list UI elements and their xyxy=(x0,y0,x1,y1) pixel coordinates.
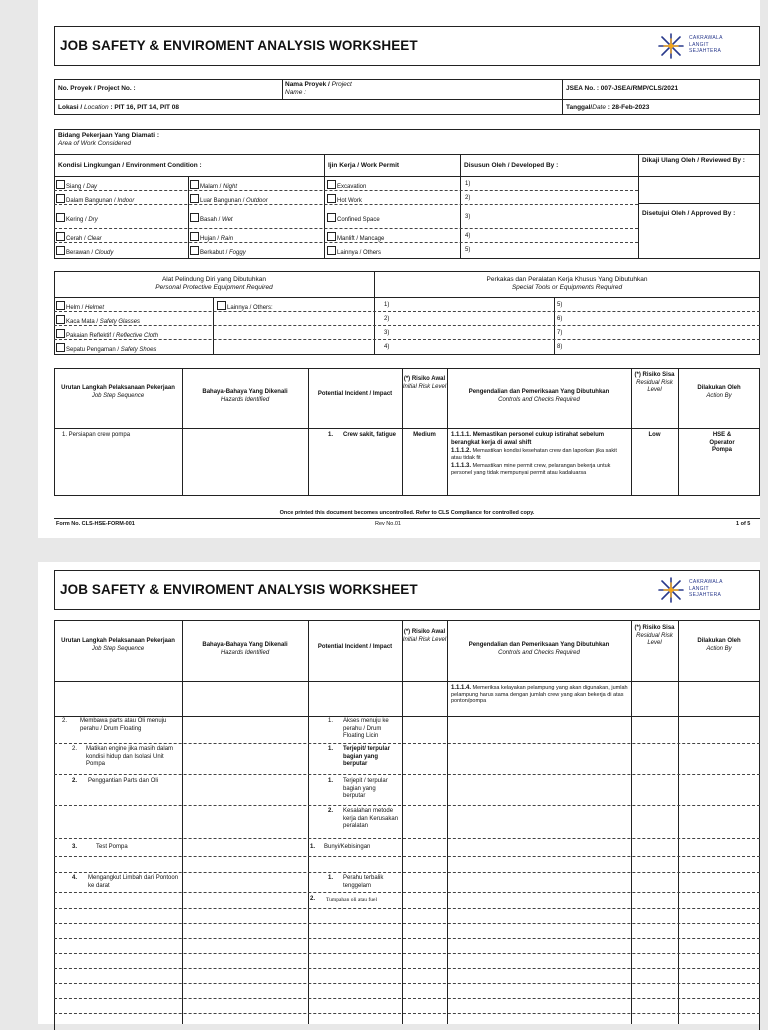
header-residual-en: Residual Risk Level xyxy=(636,632,673,646)
permit-others-checkbox[interactable] xyxy=(327,246,381,257)
form-number: Form No. CLS-HSE-FORM-001 xyxy=(56,521,135,527)
header-hazard-en: Hazards Identified xyxy=(220,649,270,656)
env-clear-label-en: Clear xyxy=(87,236,102,242)
header-controls-id: Pengendalian dan Pemeriksaan Yang Dibutuhkan xyxy=(468,642,610,648)
permit-others-label: Lainnya / Others xyxy=(337,250,382,256)
header-hazard xyxy=(182,389,308,404)
reviewed-by-label: Dikaji Ulang Oleh / Reviewed By : xyxy=(642,157,745,164)
step-2c: Penggantian Parts dan Oli xyxy=(88,778,159,784)
env-indoor-label: Dalam Bangunan / xyxy=(66,198,118,204)
tool-5: 5) xyxy=(557,302,563,308)
document-title-p2: JOB SAFETY & ENVIROMENT ANALYSIS WORKSHEET xyxy=(60,582,418,597)
env-dry-label: Kering / xyxy=(66,217,89,223)
control-1114 xyxy=(451,685,629,705)
incident-2c-1-num: 1. xyxy=(328,778,334,784)
incident-4-1: Perahu terbalik tenggelam xyxy=(343,875,384,889)
header-incident-p2: Potential Incident / Impact xyxy=(317,644,393,650)
env-day-label: Siang / xyxy=(66,184,87,190)
env-foggy-checkbox[interactable] xyxy=(190,246,246,257)
tool-4: 4) xyxy=(384,344,390,350)
ppe-reflective-label: Pakaian Reflektif / xyxy=(66,333,117,339)
header-controls xyxy=(447,389,631,404)
company-logo-icon xyxy=(655,574,687,606)
header-residual-id: (*) Risiko Sisa xyxy=(634,372,675,378)
env-wet-label-en: Wet xyxy=(222,217,233,223)
location xyxy=(58,104,179,112)
action-by-1: HSE & Operator Pompa xyxy=(709,432,735,453)
ppe-reflective-checkbox[interactable] xyxy=(56,329,158,340)
incident-3-num: 1. xyxy=(310,844,316,850)
ppe-helmet-label: Helm / xyxy=(66,305,86,311)
header-controls-en: Controls and Checks Required xyxy=(498,396,580,403)
control-1113-text: Memastikan mine permit crew, pelarangan bekerja untuk personel yang tidak mempunyai permit atau kadaluarsa xyxy=(451,463,611,476)
incident-2c-1: Terjepit / terpular bagian yang berputar xyxy=(343,778,388,799)
project-name-label-id: Nama Proyek / xyxy=(285,81,332,88)
tool-3: 3) xyxy=(384,330,390,336)
location-label-en: Location xyxy=(84,104,109,111)
step-4: Mengangkut Limbah dari Pontoon ke darat xyxy=(88,875,179,889)
step-3: Test Pompa xyxy=(96,844,128,850)
logo-text-p2 xyxy=(689,579,723,599)
env-day-label-en: Day xyxy=(86,184,98,190)
header-controls-p2 xyxy=(447,642,631,657)
tool-7: 7) xyxy=(557,330,563,336)
tools-header-en: Special Tools or Equipments Required xyxy=(511,284,623,291)
developer-2: 2) xyxy=(465,195,471,201)
tool-1: 1) xyxy=(384,302,390,308)
company-logo-p2 xyxy=(655,574,755,608)
header-initial-risk-id: (*) Risiko Awal xyxy=(403,376,446,382)
tool-2: 2) xyxy=(384,316,390,322)
document-title: JOB SAFETY & ENVIROMENT ANALYSIS WORKSHEET xyxy=(60,38,418,53)
control-1112 xyxy=(451,448,629,461)
residual-risk-1: Low xyxy=(648,432,661,438)
env-clear-label: Cerah / xyxy=(66,236,88,242)
incident-2c-2-num: 2. xyxy=(328,808,334,814)
permit-excavation-label: Excavation xyxy=(337,184,367,190)
permit-confined-space-label: Confined Space xyxy=(337,217,380,223)
env-foggy-label: Berkabut / xyxy=(200,250,230,256)
developer-3: 3) xyxy=(465,214,471,220)
permit-manlift-checkbox[interactable] xyxy=(327,232,384,243)
step-2c-num: 2. xyxy=(72,778,78,784)
control-1113 xyxy=(451,463,629,476)
tools-header-id: Perkakas dan Peralatan Kerja Khusus Yang Dibutuhkan xyxy=(486,276,648,283)
header-step-id: Urutan Langkah Pelaksanaan Pekerjaan xyxy=(61,638,175,644)
header-hazard-id: Bahaya-Bahaya Yang Dikenali xyxy=(202,642,288,648)
date-label: Tanggal/ xyxy=(566,104,593,111)
work-area-label: Bidang Pekerjaan Yang Diamati : xyxy=(58,132,160,139)
step-2b-num: 2. xyxy=(72,746,78,752)
env-indoor-checkbox[interactable] xyxy=(56,194,134,205)
incident-2b-num: 1. xyxy=(328,746,334,752)
env-day-checkbox[interactable] xyxy=(56,180,97,191)
header-action-en: Action By xyxy=(706,645,732,652)
control-1111-text: Memastikan personel cukup istirahat sebelum berangkat kerja di awal shift xyxy=(451,432,605,446)
tool-8: 8) xyxy=(557,344,563,350)
project-name-label-en: Project xyxy=(331,81,352,88)
header-step-en: Job Step Sequence xyxy=(91,392,145,399)
env-night-label: Malam / xyxy=(200,184,224,190)
header-residual-en: Residual Risk Level xyxy=(636,379,673,393)
header-initial-risk-en: Initial Risk Level xyxy=(402,636,447,643)
incident-1: Crew sakit, fatigue xyxy=(343,432,397,438)
location-label: Lokasi / xyxy=(58,104,85,111)
page-number: 1 of 5 xyxy=(736,521,751,527)
step-1: 1. Persiapan crew pompa xyxy=(62,432,131,438)
initial-risk-1: Medium xyxy=(413,432,436,438)
env-condition-label: Kondisi Lingkungan / Environment Condition : xyxy=(58,162,202,169)
header-incident: Potential Incident / Impact xyxy=(317,391,393,397)
logo-line-2: LANGIT xyxy=(689,41,709,48)
header-initial-risk xyxy=(402,376,447,391)
ppe-shoes-label: Sepatu Pengaman / xyxy=(66,347,121,353)
incident-2-1-num: 1. xyxy=(328,718,334,724)
uncontrolled-notice: Once printed this document becomes uncontrolled. Refer to CLS Compliance for controlled copy. xyxy=(279,510,535,516)
logo-line-1: CAKRAWALA xyxy=(689,579,723,585)
ppe-helmet-checkbox[interactable] xyxy=(56,301,104,312)
header-controls-id: Pengendalian dan Pemeriksaan Yang Dibutuhkan xyxy=(468,389,610,395)
env-indoor-label-en: Indoor xyxy=(117,198,135,204)
project-name-label-2: Name : xyxy=(285,89,306,96)
permit-hot-work-checkbox[interactable] xyxy=(327,194,362,205)
header-residual-id: (*) Risiko Sisa xyxy=(634,625,675,631)
permit-manlift-label: Manlift / Mancage xyxy=(337,236,385,242)
ppe-others-checkbox[interactable] xyxy=(217,301,273,312)
developed-by-label: Disusun Oleh / Developed By : xyxy=(464,162,559,169)
header-initial-risk-id: (*) Risiko Awal xyxy=(403,629,446,635)
control-1111-num: 1.1.1.1. xyxy=(451,432,472,438)
header-action-p2 xyxy=(678,638,760,653)
env-cloudy-label: Berawan / xyxy=(66,250,95,256)
env-foggy-label-en: Foggy xyxy=(229,250,246,256)
env-outdoor-label: Luar Bangunan / xyxy=(200,198,247,204)
incident-2-1: Akses menuju ke perahu / Drum Floating Licin xyxy=(343,718,389,739)
header-initial-risk-en: Initial Risk Level xyxy=(402,383,447,390)
logo-line-3: SEJAHTERA xyxy=(689,48,722,54)
env-dry-label-en: Dry xyxy=(88,217,98,223)
header-controls-en: Controls and Checks Required xyxy=(498,649,580,656)
project-name-label xyxy=(285,81,352,97)
header-action-id: Dilakukan Oleh xyxy=(697,385,741,391)
env-cloudy-label-en: Cloudy xyxy=(94,250,114,256)
env-clear-checkbox[interactable] xyxy=(56,232,102,243)
step-4-num: 4. xyxy=(72,875,78,881)
company-logo xyxy=(655,30,755,64)
header-hazard-p2 xyxy=(182,642,308,657)
logo-line-2: LANGIT xyxy=(689,585,709,592)
ppe-reflective-label-en: Reflective Cloth xyxy=(116,333,159,339)
header-initial-risk-p2 xyxy=(402,629,447,644)
approved-by-label: Disetujui Oleh / Approved By : xyxy=(642,210,736,217)
location-value: : PIT 16, PIT 14, PIT 08 xyxy=(108,104,180,111)
work-area xyxy=(58,132,159,148)
company-logo-icon xyxy=(655,30,687,62)
date-value: : 28-Feb-2023 xyxy=(605,104,650,111)
incident-2c-2: Kesalahan metode kerja dan Kerusakan peralatan xyxy=(343,808,399,829)
control-1112-num: 1.1.1.2. xyxy=(451,448,472,454)
env-night-checkbox[interactable] xyxy=(190,180,237,191)
env-rain-checkbox[interactable] xyxy=(190,232,233,243)
incident-4-2-num: 2. xyxy=(310,896,316,902)
step-2-num: 2. xyxy=(62,718,68,724)
work-area-label-en: Area of Work Considered xyxy=(58,140,131,147)
date xyxy=(566,104,649,112)
ppe-header xyxy=(54,276,374,292)
revision-number: Rev No.01 xyxy=(375,521,401,527)
tool-6: 6) xyxy=(557,316,563,322)
env-outdoor-checkbox[interactable] xyxy=(190,194,268,205)
ppe-header-id: Alat Pelindung Diri yang Dibutuhkan xyxy=(161,276,267,283)
developer-1: 1) xyxy=(465,181,471,187)
ppe-header-en: Personal Protective Equipment Required xyxy=(155,284,273,291)
env-dry-checkbox[interactable] xyxy=(56,213,98,224)
env-rain-label-en: Rain xyxy=(220,236,234,242)
env-wet-checkbox[interactable] xyxy=(190,213,233,224)
ppe-glasses-checkbox[interactable] xyxy=(56,315,140,326)
env-cloudy-checkbox[interactable] xyxy=(56,246,113,257)
control-1114-text: Memeriksa kelayakan pelampung yang akan digunakan, jumlah pelampung harus sama dengan jumlah crew yang akan bekerja di atas ponton/pompa xyxy=(451,685,628,704)
header-residual xyxy=(631,372,678,395)
developer-5: 5) xyxy=(465,247,471,253)
ppe-glasses-label: Kaca Mata / xyxy=(66,319,100,325)
control-1112-text: Memastikan kondisi kesehatan crew dan laporkan jika sakit atau tidak fit xyxy=(451,448,617,461)
incident-4-2: Tumpahan oli atau fuel xyxy=(326,897,377,903)
step-2: Membawa parts atau Oli menuju perahu / Drum Floating xyxy=(80,718,167,732)
permit-excavation-checkbox[interactable] xyxy=(327,180,366,191)
env-wet-label: Basah / xyxy=(200,217,223,223)
logo-line-3: SEJAHTERA xyxy=(689,592,722,598)
ppe-shoes-label-en: Safety Shoes xyxy=(120,347,157,353)
work-conditions-box xyxy=(54,129,760,259)
incident-1-num: 1. xyxy=(328,432,334,438)
header-step xyxy=(54,385,182,400)
date-label-en: Date xyxy=(592,104,606,111)
project-no-label: No. Proyek / Project No. : xyxy=(58,85,136,92)
jsea-number: JSEA No. : 007-JSEA/RMP/CLS/2021 xyxy=(566,85,679,92)
header-hazard-id: Bahaya-Bahaya Yang Dikenali xyxy=(202,389,288,395)
ppe-helmet-label-en: Helmet xyxy=(85,305,105,311)
step-2b: Matikan engine jika masih dalam kondisi hidup dan Isolasi Unit Pompa xyxy=(86,746,174,767)
header-action-id: Dilakukan Oleh xyxy=(697,638,741,644)
logo-line-1: CAKRAWALA xyxy=(689,35,723,41)
header-step-id: Urutan Langkah Pelaksanaan Pekerjaan xyxy=(61,385,175,391)
control-1113-num: 1.1.1.3. xyxy=(451,463,472,469)
env-night-label-en: Night xyxy=(223,184,238,190)
header-step-p2 xyxy=(54,638,182,653)
control-1114-num: 1.1.1.4. xyxy=(451,685,472,691)
incident-2b: Terjepit/ terpular bagian yang berputar xyxy=(343,746,390,767)
worksheet-page-1 xyxy=(38,0,760,538)
work-permit-label: Ijin Kerja / Work Permit xyxy=(328,162,400,169)
step-3-num: 3. xyxy=(72,844,78,850)
env-rain-label: Hujan / xyxy=(200,236,221,242)
permit-hot-work-label: Hot Work xyxy=(337,198,362,204)
developer-4: 4) xyxy=(465,233,471,239)
logo-text xyxy=(689,35,723,55)
ppe-glasses-label-en: Safety Glasses xyxy=(99,319,141,325)
header-action-en: Action By xyxy=(706,392,732,399)
worksheet-page-2 xyxy=(38,562,760,1024)
env-outdoor-label-en: Outdoor xyxy=(246,198,268,204)
header-action xyxy=(678,385,760,400)
incident-4-1-num: 1. xyxy=(328,875,334,881)
permit-confined-space-checkbox[interactable] xyxy=(327,213,380,224)
header-step-en: Job Step Sequence xyxy=(91,645,145,652)
tools-header xyxy=(374,276,760,292)
ppe-shoes-checkbox[interactable] xyxy=(56,343,156,354)
control-1111 xyxy=(451,432,629,447)
ppe-others-label: Lainnya / Others: xyxy=(227,305,273,311)
header-residual-p2 xyxy=(631,625,678,648)
incident-3: Bunyi/Kebisingan xyxy=(324,844,371,850)
header-hazard-en: Hazards Identified xyxy=(220,396,270,403)
